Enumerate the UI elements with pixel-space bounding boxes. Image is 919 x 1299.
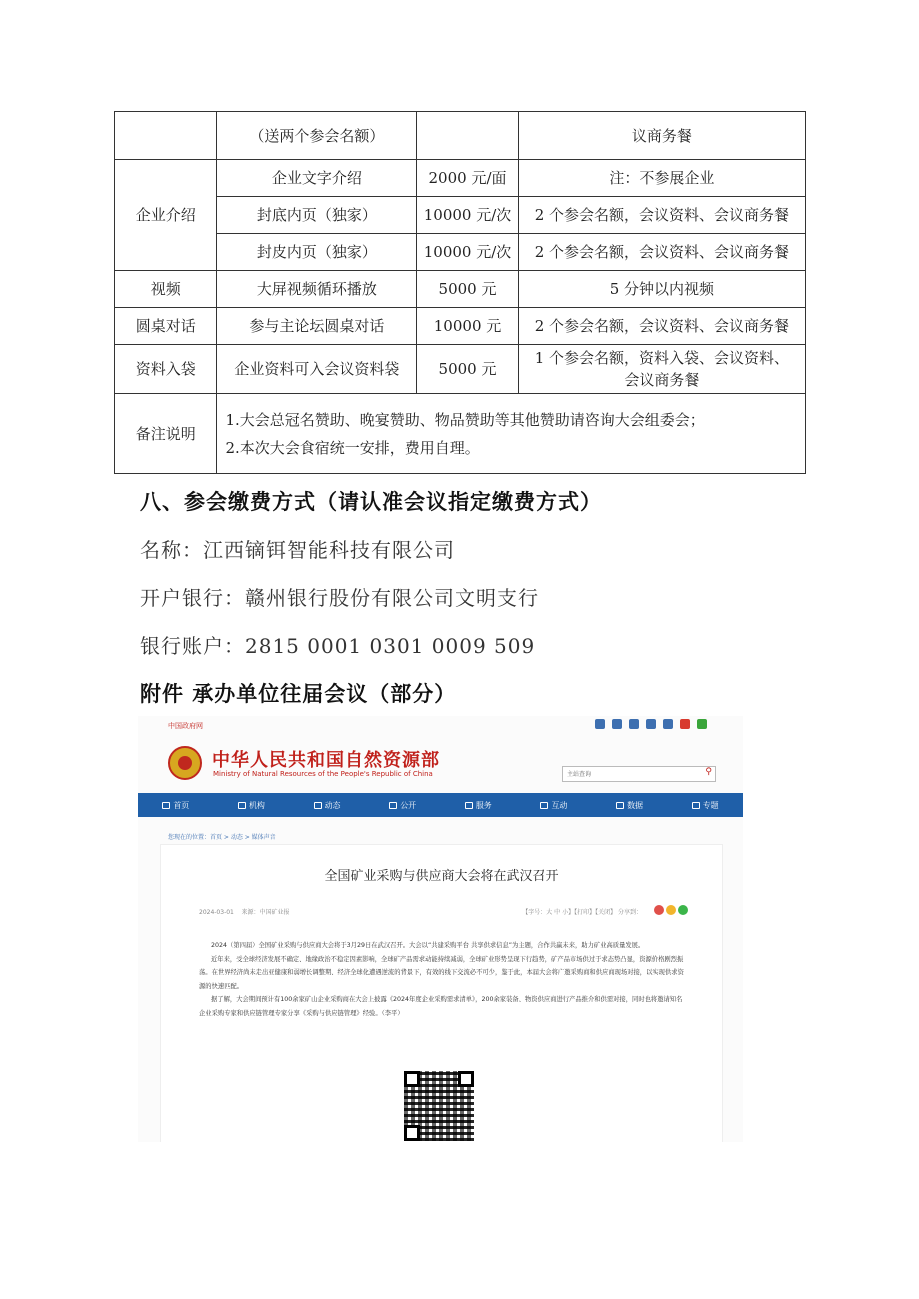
news-icon [314,802,322,809]
nav-item-org [238,800,265,811]
table-cell: 10000 元/次 [417,234,518,271]
qr-code [404,1071,474,1141]
search-input [562,766,716,782]
table-cell: 2 个参会名额，会议资料、会议商务餐 [518,308,805,345]
nav-label: 数据 [627,800,644,810]
table-cell: 5000 元 [417,345,518,394]
table-cell: 封皮内页（独家） [217,234,417,271]
article-source: 来源：中国矿业报 [241,909,290,916]
table-cell: 2 个参会名额，会议资料、会议商务餐 [518,197,805,234]
table-row [115,271,806,308]
table-row [115,308,806,345]
remarks-label: 备注说明 [115,394,217,474]
ministry-website-screenshot [138,716,743,1142]
public-icon [389,802,397,809]
article-paragraph: 2024（第四届）全国矿业采购与供应商大会将于3月29日在武汉召开。大会以“共建采购平台 共享供求信息”为主题，合作共赢未来，助力矿业高质量发展。 [211,942,645,949]
nav-label: 服务 [475,800,492,810]
nav-bar [138,793,743,817]
table-cell [115,112,217,160]
remarks-line: 1.大会总冠名赞助、晚宴赞助、物品赞助等其他赞助请咨询大会组委会； [225,410,705,429]
table-cell: 5 分钟以内视频 [518,271,805,308]
table-cell: （送两个参会名额） [217,112,417,160]
table-cell: 2 个参会名额，会议资料、会议商务餐 [518,234,805,271]
nav-label: 首页 [173,800,190,810]
table-row [115,197,806,234]
home-icon [162,802,170,809]
message-icon [612,719,622,729]
cell-line: 1 个参会名额，资料入袋、会议资料、 [534,349,790,367]
pricing-table [114,111,806,474]
table-row [115,394,806,474]
share-icons [654,905,688,915]
table-cell: 议商务餐 [518,112,805,160]
search-icon: ⚲ [705,767,712,777]
weibo-icon [680,719,690,729]
table-cell: 视频 [115,271,217,308]
table-cell: 封底内页（独家） [217,197,417,234]
table-cell: 参与主论坛圆桌对话 [217,308,417,345]
table-cell: 圆桌对话 [115,308,217,345]
nav-label: 专题 [702,800,719,810]
nav-item-data [616,800,643,811]
nav-item-news [314,800,341,811]
article-date: 2024-03-01 [199,909,234,916]
interact-icon [540,802,548,809]
mobile-icon [663,719,673,729]
table-row [115,112,806,160]
wechat-share-icon [678,905,688,915]
table-cell: 10000 元/次 [417,197,518,234]
remarks-content [217,394,806,474]
article-body [199,939,687,1020]
nav-item-interact [540,800,567,811]
nav-label: 公开 [400,800,417,810]
article-title: 全国矿业采购与供应商大会将在武汉召开 [324,869,559,884]
table-cell: 企业资料可入会议资料袋 [217,345,417,394]
article-meta [199,907,290,916]
ministry-name: 中华人民共和国自然资源部 [212,750,440,771]
table-cell: 10000 元 [417,308,518,345]
remarks-line: 2.本次大会食宿统一安排，费用自理。 [225,438,480,457]
article-paragraph: 近年来，受全球经济发展不确定、地缘政治不稳定因素影响，全球矿产品需求动能持续减弱，全球矿业形势呈现下行趋势，矿产品市场供过于求态势凸显，资源价格剧烈振荡。在世界经济尚未走出亚健康和弱增长调整期、经济全球化遭遇逆流的背景下，有效的线下交流必不可少，鉴于此，本届大会将广邀采购商和供应商现场对接，以实现供求资源的快速匹配。 [199,955,684,990]
table-cell: 企业文字介绍 [217,160,417,197]
table-cell: 2000 元/面 [417,160,518,197]
nav-label: 机构 [248,800,265,810]
topics-icon [692,802,700,809]
chart-icon [616,802,624,809]
wechat-icon [697,719,707,729]
qr-finder [404,1071,420,1087]
bank-name: 开户银行：赣州银行股份有限公司文明支行 [140,586,539,610]
nav-label: 互动 [551,800,568,810]
table-cell: 5000 元 [417,271,518,308]
nav-item-home [162,800,189,811]
appendix-heading: 附件 承办单位往届会议（部分） [140,681,457,706]
nav-label: 动态 [324,800,341,810]
nav-item-service [465,800,492,811]
breadcrumb: 您现在的位置：首页 > 动态 > 媒体声音 [168,834,276,841]
weibo-share-icon [654,905,664,915]
account-name: 名称：江西镝铒智能科技有限公司 [140,538,455,562]
table-row [115,160,806,197]
search-placeholder: 主站查询 [567,771,592,778]
gov-portal-link: 中国政府网 [168,722,203,730]
qzone-share-icon [666,905,676,915]
accessibility-icon [629,719,639,729]
ministry-name-english: Ministry of Natural Resources of the People's Republic of China [213,770,433,778]
table-cell: 资料入袋 [115,345,217,394]
bank-account: 银行账户：2815 0001 0301 0009 509 [140,634,536,658]
table-cell: 大屏视频循环播放 [217,271,417,308]
section-heading: 八、参会缴费方式（请认准会议指定缴费方式） [140,489,602,514]
mail-icon [595,719,605,729]
table-cell [518,345,805,394]
table-cell: 注：不参展企业 [518,160,805,197]
table-row [115,345,806,394]
qr-finder [458,1071,474,1087]
table-cell [417,112,518,160]
table-group-cell: 企业介绍 [115,160,217,271]
article-tools: 【字号：大 中 小】【打印】【关闭】 分享到： [522,909,642,916]
service-icon [465,802,473,809]
nav-item-public [389,800,416,811]
nav-item-topics [692,800,719,811]
article-paragraph: 据了解，大会期间预计有100余家矿山企业采购商在大会上披露《2024年度企业采购需求清单》，200余家装备、物资供应商进行产品推介和供需对接，同时也将邀请知名企业采购专家和供应链管理专家分享《采购与供应链管理》经验。（李平） [199,996,683,1017]
cell-line: 会议商务餐 [624,371,700,389]
table-row [115,234,806,271]
article-panel [160,844,723,1142]
national-emblem-icon [168,746,202,780]
qr-finder [404,1125,420,1141]
top-icon-bar [595,719,707,729]
org-icon [238,802,246,809]
printer-icon [646,719,656,729]
